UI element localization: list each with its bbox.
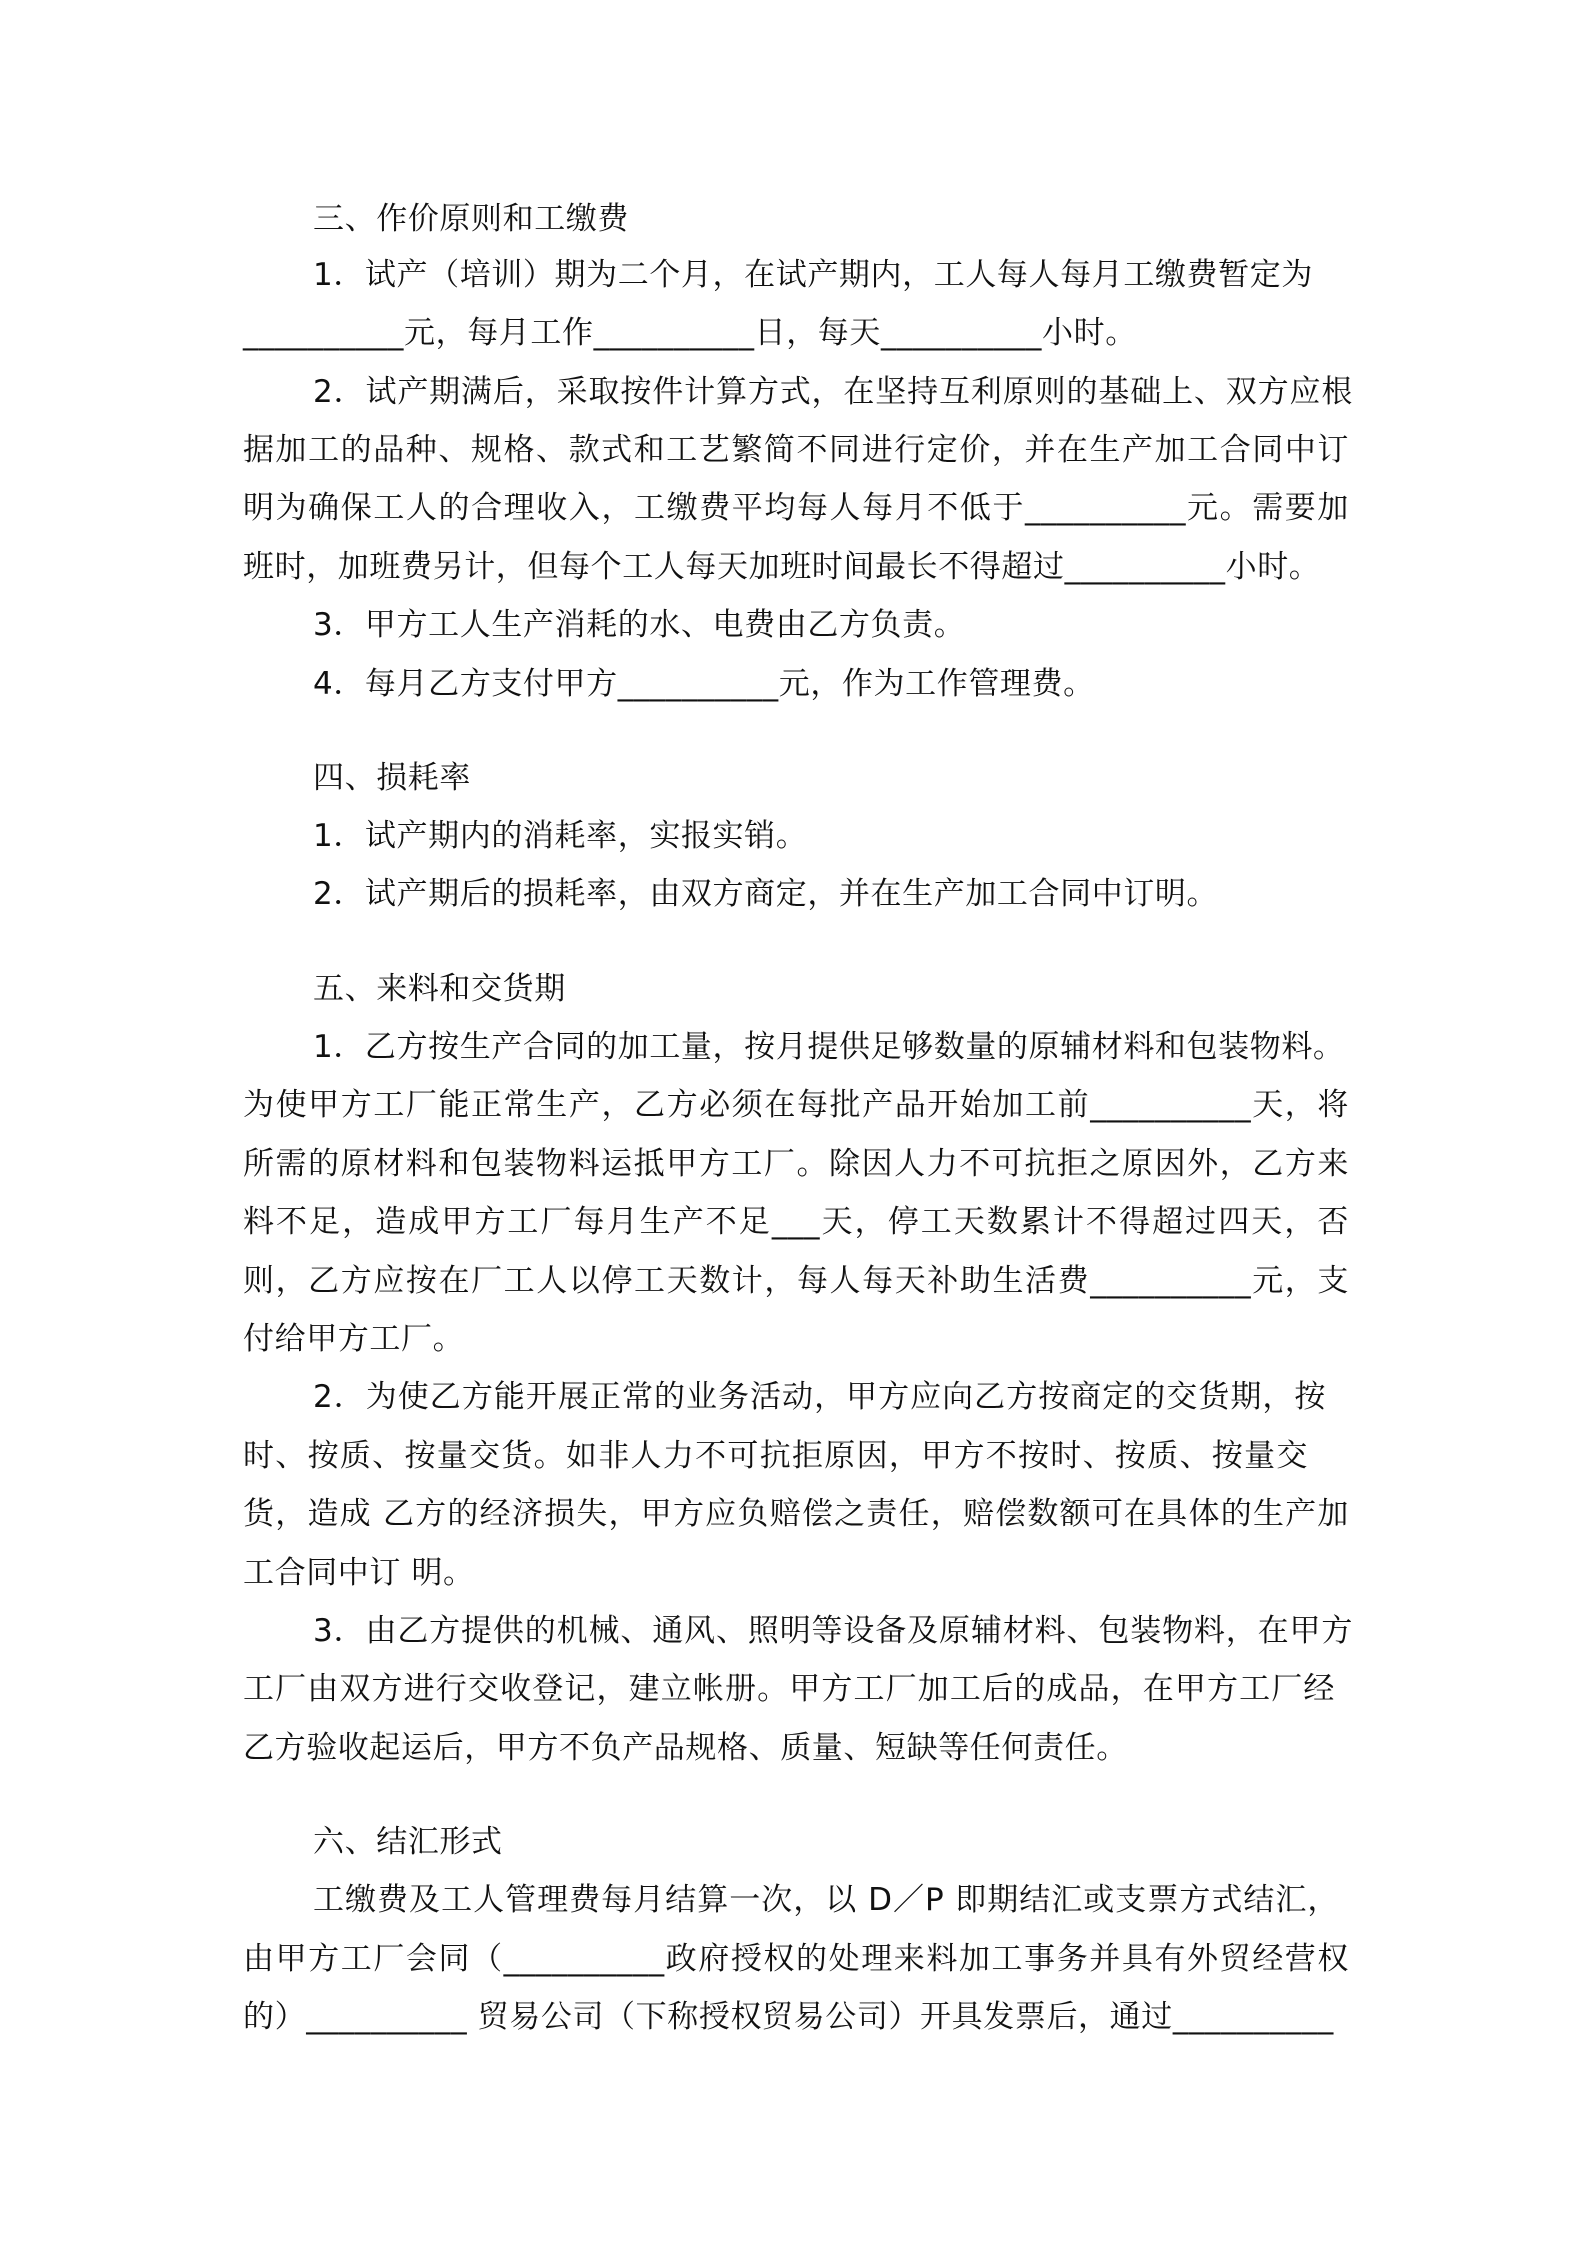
paragraph-line: 料不足，造成甲方工厂每月生产不足___天，停工天数累计不得超过四天，否 <box>243 1204 1349 1240</box>
paragraph-line: 的）__________ 贸易公司（下称授权贸易公司）开具发票后，通过__________ <box>243 1999 1334 2035</box>
paragraph-line: 乙方验收起运后，甲方不负产品规格、质量、短缺等任何责任。 <box>243 1730 1128 1766</box>
section-heading: 五、来料和交货期 <box>313 971 566 1007</box>
paragraph-line: 1．试产期内的消耗率，实报实销。 <box>313 818 808 854</box>
paragraph-line: 为使甲方工厂能正常生产，乙方必须在每批产品开始加工前__________天，将 <box>243 1087 1349 1123</box>
paragraph-line: 明为确保工人的合理收入，工缴费平均每人每月不低于__________元。需要加 <box>243 490 1349 526</box>
paragraph-line: 货，造成 乙方的经济损失，甲方应负赔偿之责任，赔偿数额可在具体的生产加 <box>243 1496 1349 1532</box>
paragraph-line: 班时，加班费另计，但每个工人每天加班时间最长不得超过__________小时。 <box>243 549 1321 585</box>
paragraph-line: 2．为使乙方能开展正常的业务活动，甲方应向乙方按商定的交货期，按 <box>313 1379 1326 1415</box>
paragraph-line: 4．每月乙方支付甲方__________元，作为工作管理费。 <box>313 666 1095 702</box>
paragraph-line: 工缴费及工人管理费每月结算一次，以 D／P 即期结汇或支票方式结汇， <box>313 1882 1339 1918</box>
paragraph-line: 所需的原材料和包装物料运抵甲方工厂。除因人力不可抗拒之原因外，乙方来 <box>243 1146 1349 1182</box>
paragraph-line: 3．由乙方提供的机械、通风、照明等设备及原辅材料、包装物料，在甲方 <box>313 1613 1353 1649</box>
section-heading: 六、结汇形式 <box>313 1824 503 1860</box>
paragraph-line: 工合同中订 明。 <box>243 1555 475 1591</box>
paragraph-line: 工厂由双方进行交收登记，建立帐册。甲方工厂加工后的成品，在甲方工厂经 <box>243 1671 1335 1707</box>
paragraph-line: 2．试产期满后，采取按件计算方式，在坚持互利原则的基础上、双方应根 <box>313 374 1353 410</box>
paragraph-line: 1．乙方按生产合同的加工量，按月提供足够数量的原辅材料和包装物料。 <box>313 1029 1345 1065</box>
section-heading: 四、损耗率 <box>313 760 471 796</box>
section-heading: 三、作价原则和工缴费 <box>313 201 629 237</box>
paragraph-line: 时、按质、按量交货。如非人力不可抗拒原因，甲方不按时、按质、按量交 <box>243 1438 1308 1474</box>
paragraph-line: 2．试产期后的损耗率，由双方商定，并在生产加工合同中订明。 <box>313 876 1219 912</box>
paragraph-line: 1．试产（培训）期为二个月，在试产期内，工人每人每月工缴费暂定为 <box>313 257 1313 293</box>
paragraph-line: 据加工的品种、规格、款式和工艺繁简不同进行定价，并在生产加工合同中订 <box>243 432 1349 468</box>
paragraph-line: 由甲方工厂会同（__________政府授权的处理来料加工事务并具有外贸经营权 <box>243 1941 1349 1977</box>
paragraph-line: 3．甲方工人生产消耗的水、电费由乙方负责。 <box>313 607 966 643</box>
paragraph-line: 付给甲方工厂。 <box>243 1321 465 1357</box>
paragraph-line: 则，乙方应按在厂工人以停工天数计，每人每天补助生活费__________元，支 <box>243 1263 1349 1299</box>
paragraph-line: __________元，每月工作__________日，每天__________小时。 <box>243 315 1137 351</box>
